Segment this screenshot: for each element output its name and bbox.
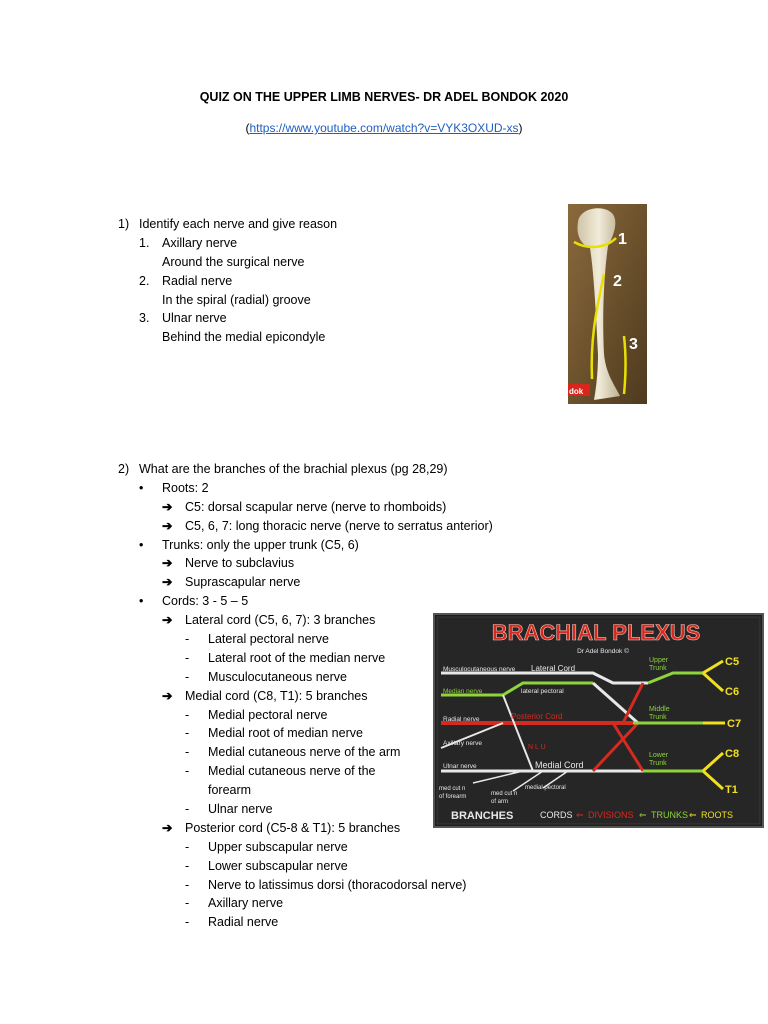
list-item: Ulnar nerve	[208, 802, 273, 817]
medial-cord-heading: Medial cord (C8, T1): 5 branches	[185, 688, 368, 703]
trunks-heading: Trunks: only the upper trunk (C5, 6)	[162, 537, 359, 552]
label-med-cut-forearm: med cut n	[439, 786, 466, 792]
dash: -	[185, 896, 190, 911]
label-medial-cord: Medial Cord	[535, 760, 584, 770]
root-label-c7: C7	[727, 718, 742, 730]
brachial-plexus-diagram	[433, 613, 764, 828]
q2-number: 2)	[118, 462, 130, 476]
dash: -	[185, 858, 190, 873]
list-item: Medial cutaneous nerve of the	[208, 764, 376, 779]
arrow-icon: ➔	[162, 575, 173, 590]
video-link-line	[0, 121, 768, 135]
arrow-icon: ➔	[162, 556, 173, 571]
label-lateral-cord: Lateral Cord	[531, 664, 576, 673]
list-item: Musculocutaneous nerve	[208, 669, 347, 684]
humerus-photo	[568, 204, 647, 404]
footer-arrow: ⇐	[639, 811, 647, 821]
dash: -	[185, 745, 190, 760]
label-nlu: N L U	[528, 744, 546, 751]
list-item: Radial nerve	[208, 915, 279, 930]
q1-item-name: Radial nerve	[162, 273, 233, 288]
dash: -	[185, 802, 190, 817]
list-item: Nerve to latissimus dorsi (thoracodorsal nerve)	[208, 877, 467, 892]
list-item: Upper subscapular nerve	[208, 839, 348, 854]
label-med-cut-forearm: of forearm	[439, 794, 467, 800]
list-item: Medial cutaneous nerve of the arm	[208, 745, 401, 760]
lateral-cord-heading: Lateral cord (C5, 6, 7): 3 branches	[185, 613, 376, 628]
label-musculocutaneous: Musculocutaneous nerve	[443, 666, 516, 673]
link-close-paren: )	[518, 121, 523, 135]
label-medial-pectoral: medial pectoral	[525, 785, 566, 791]
arrow-icon: ➔	[162, 613, 173, 628]
nerve-label-2: 2	[613, 273, 622, 290]
label-lower-trunk: Lower	[649, 752, 669, 759]
footer-divisions: DIVISIONS	[588, 810, 634, 820]
list-item: Lateral root of the median nerve	[208, 650, 386, 665]
arrow-icon: ➔	[162, 499, 173, 514]
root-label-c8: C8	[725, 748, 740, 760]
label-upper-trunk: Trunk	[649, 665, 667, 672]
q1-item-number: 2.	[139, 273, 150, 288]
posterior-cord-heading: Posterior cord (C5-8 & T1): 5 branches	[185, 820, 401, 835]
label-median: Median nerve	[443, 688, 483, 695]
dash: -	[185, 915, 190, 930]
arrow-icon: ➔	[162, 518, 173, 533]
dash: -	[185, 669, 190, 684]
q1-question: Identify each nerve and give reason	[139, 217, 338, 231]
arrow-icon: ➔	[162, 820, 173, 835]
list-item: Nerve to subclavius	[185, 556, 295, 571]
q1-item-reason: In the spiral (radial) groove	[162, 292, 311, 307]
bullet-dot: •	[139, 537, 144, 552]
label-med-cut-arm: med cut n	[491, 791, 518, 797]
label-upper-trunk: Upper	[649, 657, 669, 664]
q1-item-name: Ulnar nerve	[162, 311, 227, 326]
label-axillary: Axillary nerve	[443, 740, 483, 747]
dash: -	[185, 707, 190, 722]
label-ulnar: Ulnar nerve	[443, 763, 477, 770]
bullet-dot: •	[139, 594, 144, 609]
list-item: Axillary nerve	[208, 896, 284, 911]
list-item: Suprascapular nerve	[185, 575, 301, 590]
dash: -	[185, 650, 190, 665]
root-label-c6: C6	[725, 686, 740, 698]
plexus-author: Dr Adel Bondok ©	[577, 648, 629, 655]
label-lateral-pectoral: lateral pectoral	[521, 688, 564, 695]
nerve-label-1: 1	[618, 231, 627, 248]
label-posterior-cord: Posterior Cord	[511, 712, 563, 721]
list-item: C5, 6, 7: long thoracic nerve (nerve to serratus anterior)	[185, 518, 493, 533]
footer-branches: BRANCHES	[451, 810, 514, 822]
video-link[interactable]: https://www.youtube.com/watch?v=VYK3OXUD-xs	[249, 121, 519, 135]
bullet-dot: •	[139, 480, 144, 495]
list-item: Lower subscapular nerve	[208, 858, 348, 873]
cords-heading: Cords: 3 - 5 – 5	[162, 594, 249, 609]
footer-roots: ROOTS	[701, 810, 734, 820]
list-item: Medial root of median nerve	[208, 726, 363, 741]
label-radial: Radial nerve	[443, 716, 480, 723]
list-item: C5: dorsal scapular nerve (nerve to rhomboids)	[185, 499, 447, 514]
label-middle-trunk: Trunk	[649, 714, 667, 721]
q2-question: What are the branches of the brachial plexus (pg 28,29)	[139, 462, 448, 476]
q1-item-reason: Around the surgical nerve	[162, 254, 305, 269]
dash: -	[185, 764, 190, 779]
footer-arrow: ⇐	[689, 811, 697, 821]
dash: -	[185, 632, 190, 647]
q1-item-number: 1.	[139, 235, 150, 250]
humerus-illustration	[568, 204, 647, 404]
footer-arrow: ⇐	[576, 811, 584, 821]
root-label-c5: C5	[725, 656, 740, 668]
brachial-plexus-svg	[433, 613, 764, 828]
label-middle-trunk: Middle	[649, 706, 670, 713]
label-med-cut-arm: of arm	[491, 799, 509, 805]
footer-trunks: TRUNKS	[651, 810, 689, 820]
dash: -	[185, 877, 190, 892]
list-item-continuation: forearm	[208, 783, 252, 798]
plexus-title: BRACHIAL PLEXUS	[491, 620, 701, 645]
nerve-label-3: 3	[629, 336, 638, 353]
link-open-paren: (	[245, 121, 250, 135]
footer-cords: CORDS	[540, 810, 573, 820]
q1-item-reason: Behind the medial epicondyle	[162, 330, 326, 345]
list-item: Medial pectoral nerve	[208, 707, 328, 722]
page-title: QUIZ ON THE UPPER LIMB NERVES- DR ADEL BONDOK 2020	[199, 90, 569, 104]
q1-number: 1)	[118, 217, 130, 231]
q1-item-name: Axillary nerve	[162, 235, 238, 250]
dash: -	[185, 726, 190, 741]
root-label-t1: T1	[725, 784, 738, 796]
label-lower-trunk: Trunk	[649, 760, 667, 767]
dash: -	[185, 839, 190, 854]
q1-item-number: 3.	[139, 311, 150, 326]
roots-heading: Roots: 2	[162, 480, 209, 495]
list-item: Lateral pectoral nerve	[208, 632, 329, 647]
watermark-text: dok	[569, 387, 584, 396]
arrow-icon: ➔	[162, 688, 173, 703]
